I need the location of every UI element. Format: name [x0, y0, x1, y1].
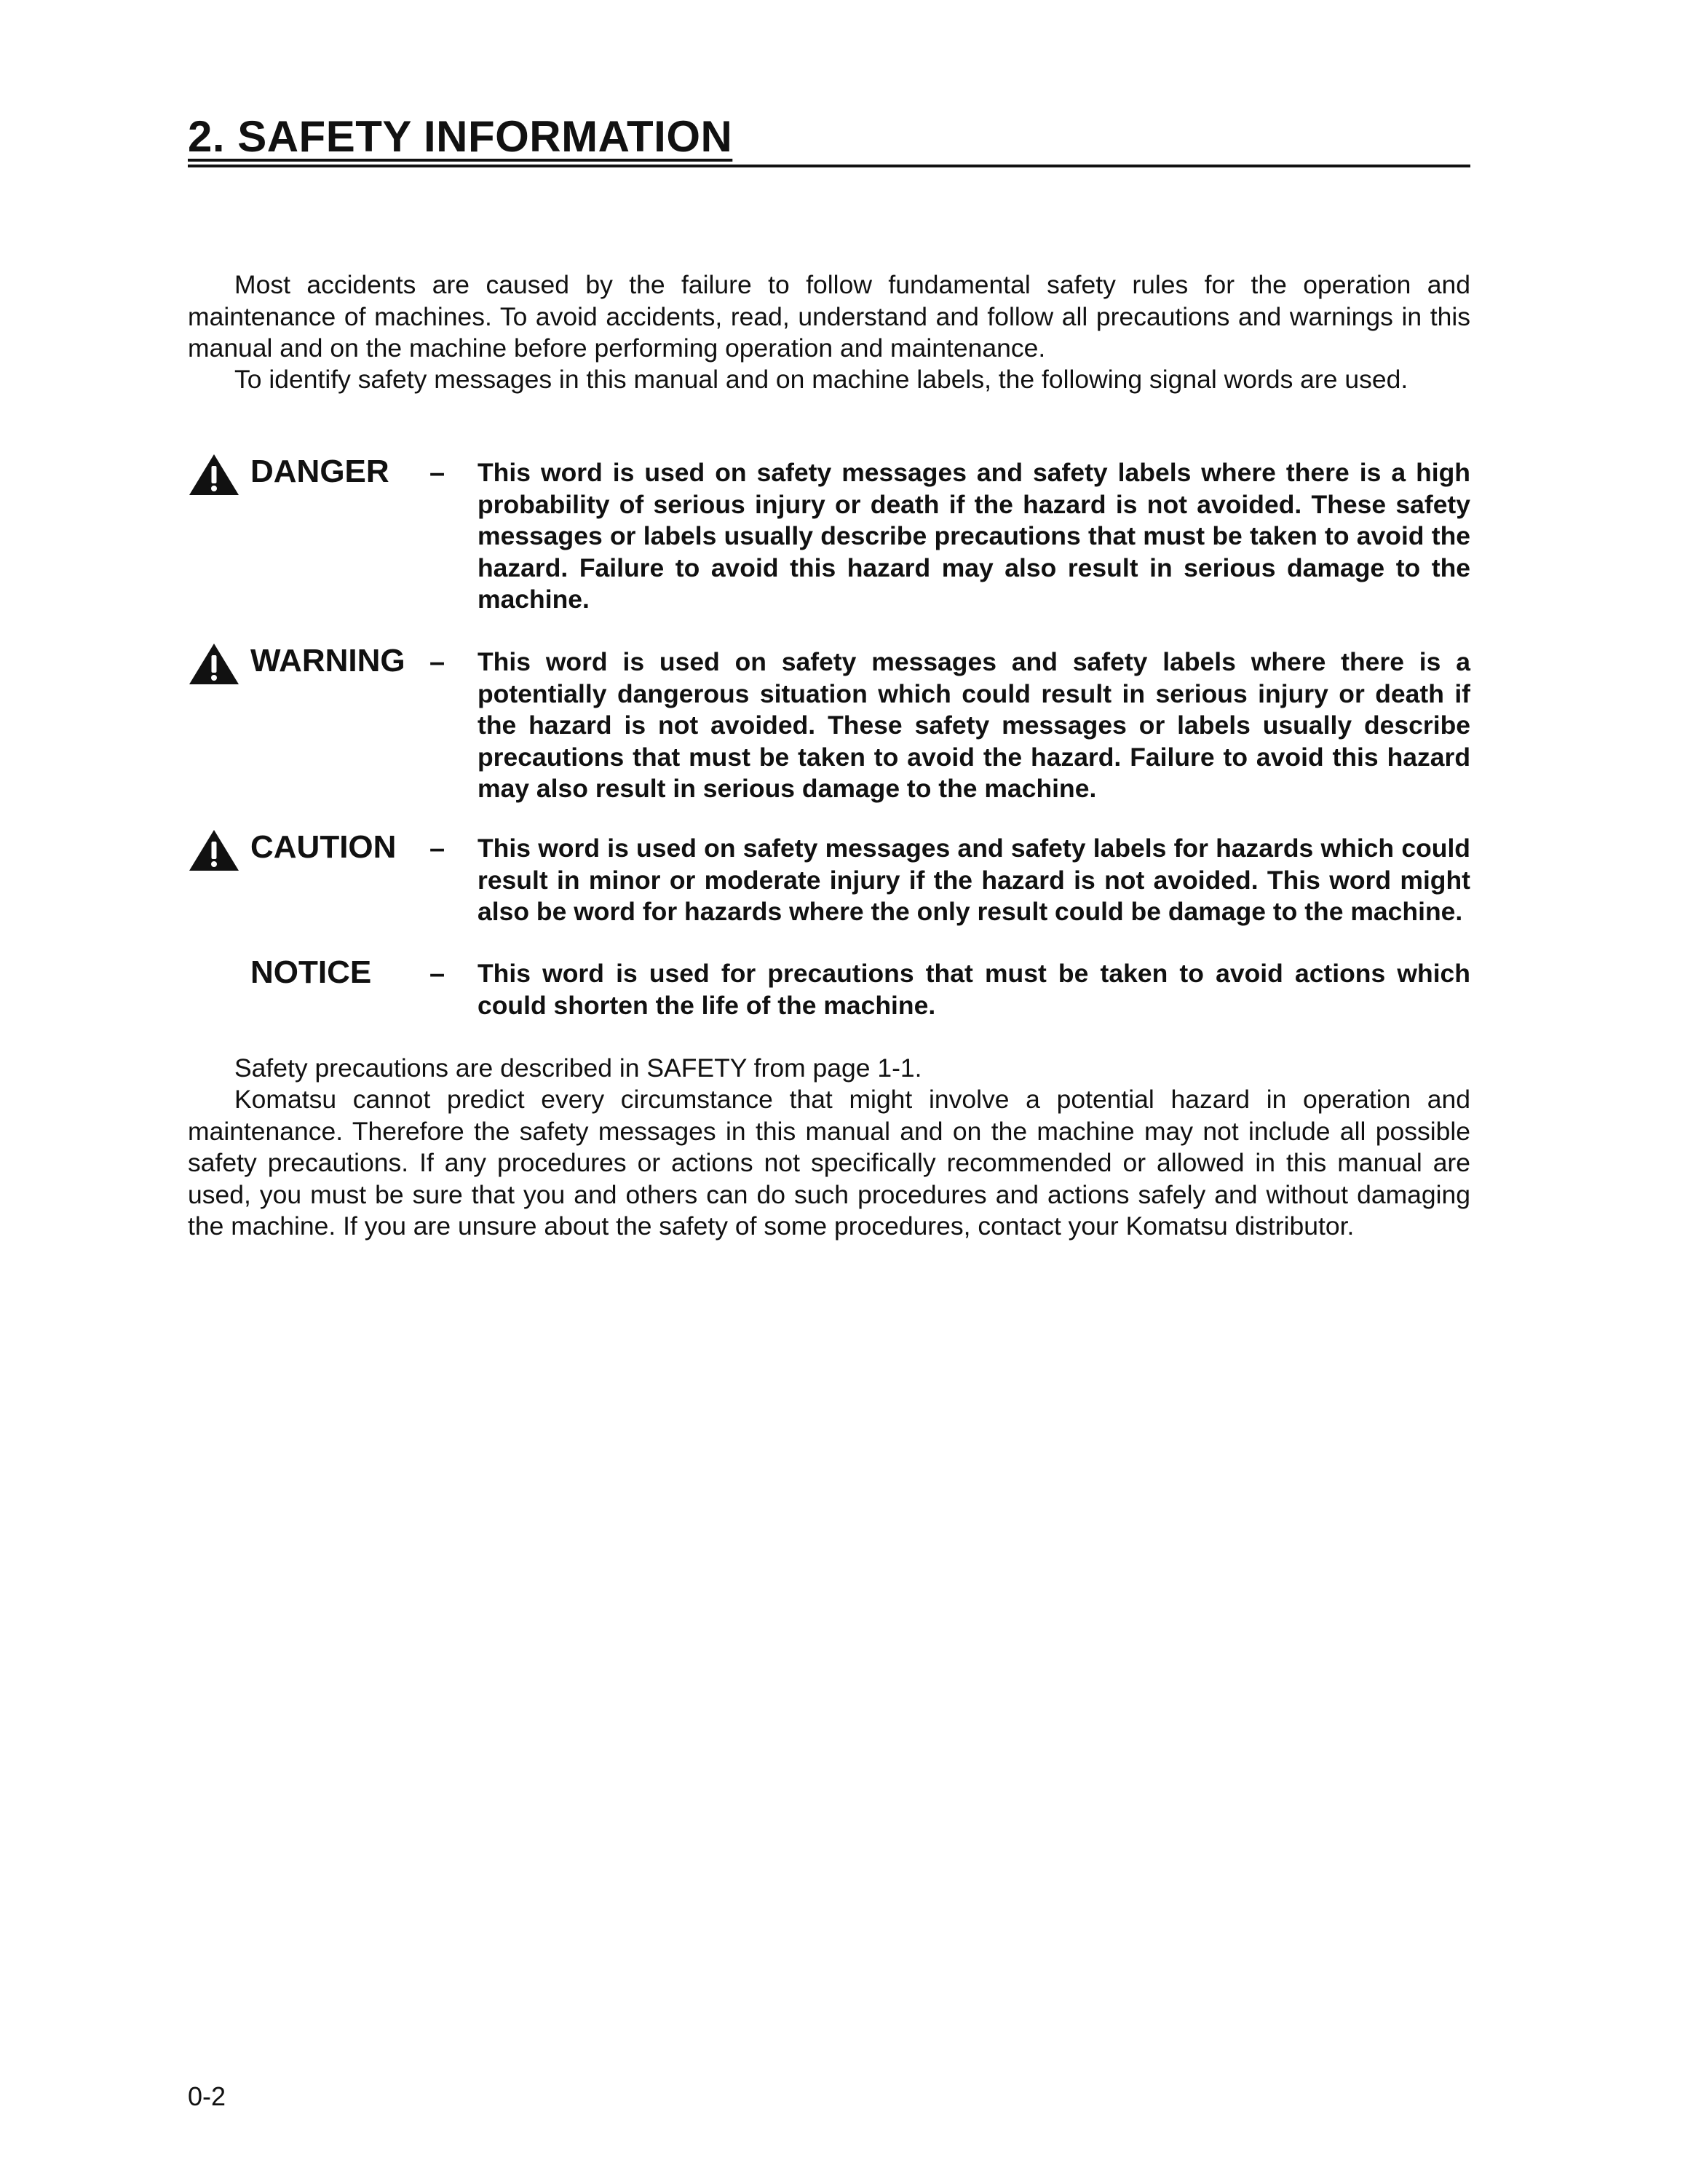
- closing-paragraph-1: Safety precautions are described in SAFETY from page 1-1.: [234, 1053, 922, 1083]
- page-title: [188, 109, 1470, 167]
- signal-word-label: WARNING: [250, 643, 405, 678]
- signal-word-label: CAUTION: [250, 829, 397, 865]
- signal-word-warning: [188, 641, 428, 684]
- warning-triangle-icon: [188, 453, 246, 498]
- signal-word-danger: [188, 451, 428, 495]
- intro-paragraph-1: Most accidents are caused by the failure to follow fundamental safety rules for the operation and maintenance of machines. To avoid accidents, read, understand and follow all precautions and warnings in this manual and on the machine before performing operation and maintenance.: [188, 270, 1470, 363]
- intro-paragraph-2: To identify safety messages in this manual and on machine labels, the following signal words are used.: [234, 365, 1408, 394]
- signal-block-warning: [188, 641, 1470, 808]
- signal-block-notice: [188, 952, 1470, 1032]
- signal-dash: –: [429, 959, 445, 989]
- signal-description-warning: This word is used on safety messages and safety labels where there is a potentially dangerous situation which could result in serious injury or death if the hazard is not avoided. These safety messages or labels usually describe precautions that must be taken to avoid the hazard. Failure to avoid this hazard may also result in serious damage to the machine.: [478, 647, 1470, 803]
- signal-word-label: DANGER: [250, 454, 389, 489]
- signal-description-danger: This word is used on safety messages and safety labels where there is a high probability of serious injury or death if the hazard is not avoided. These safety messages or labels usually describe precautions that must be taken to avoid the hazard. Failure to avoid this hazard may also result in serious damage to the machine.: [478, 458, 1470, 614]
- warning-triangle-icon: [188, 642, 246, 687]
- signal-word-caution: [188, 827, 428, 871]
- signal-word-notice: [188, 952, 428, 996]
- warning-triangle-icon: [188, 828, 246, 874]
- page-title-text: 2. SAFETY INFORMATION: [188, 112, 733, 161]
- signal-dash: –: [429, 458, 445, 488]
- closing-paragraph-2: Komatsu cannot predict every circumstance that might involve a potential hazard in operation and maintenance. Therefore the safety messages in this manual and on the machine may not include all possible safety precautions. If any procedures or actions not specifically recommended or allowed in this manual are used, you must be sure that you and others can do such procedures and actions safely and without damaging the machine. If you are unsure about the safety of some procedures, contact your Komatsu distributor.: [188, 1085, 1470, 1241]
- signal-dash: –: [429, 647, 445, 678]
- signal-description-notice: This word is used for precautions that must be taken to avoid actions which could shorten the life of the machine.: [478, 959, 1470, 1020]
- page-number: 0-2: [188, 2081, 226, 2111]
- signal-dash: –: [429, 834, 445, 864]
- signal-block-danger: [188, 451, 1470, 619]
- signal-block-caution: [188, 827, 1470, 936]
- signal-word-label: NOTICE: [250, 954, 372, 990]
- signal-description-caution: This word is used on safety messages and safety labels for hazards which could result in minor or moderate injury if the hazard is not avoided. This word might also be word for hazards where the only result could be damage to the machine.: [478, 834, 1470, 926]
